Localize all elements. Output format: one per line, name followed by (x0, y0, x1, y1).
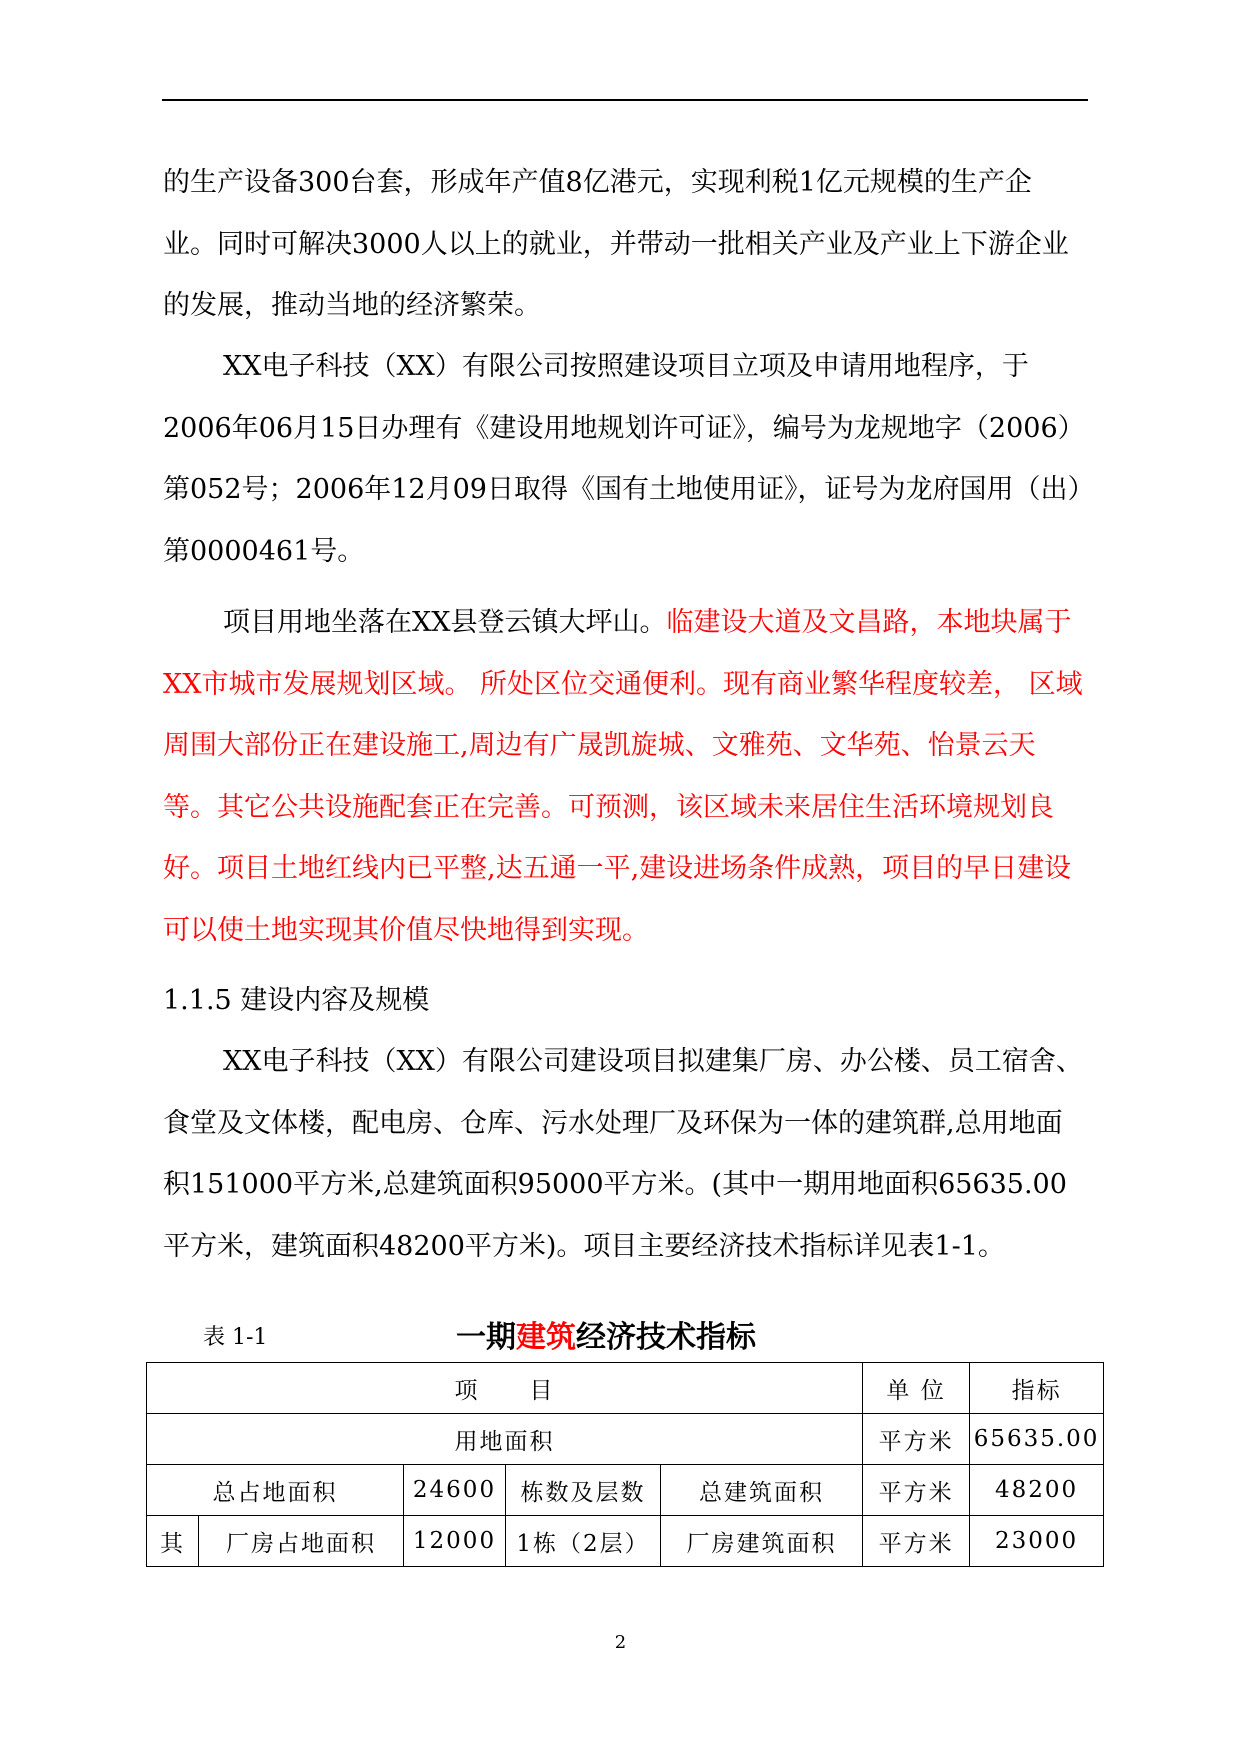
table-label: 表 1-1 (203, 1325, 268, 1350)
paragraph-3-text: 项目用地坐落在XX县登云镇大坪山。 (223, 607, 667, 638)
cell-factory-floor-area: 厂房建筑面积 (661, 1516, 863, 1567)
cell-building-count: 栋数及层数 (506, 1465, 661, 1516)
header-rule (162, 99, 1088, 101)
paragraph-1: 的生产设备300台套，形成年产值8亿港元，实现利税1亿元规模的生产企业。同时可解决3000人以上的就业，并带动一批相关产业及产业上下游企业的发展，推动当地的经济繁荣。 (163, 167, 1069, 321)
cell-unit: 平方米 (863, 1414, 970, 1465)
cell-value: 23000 (970, 1516, 1104, 1567)
table-row (147, 1363, 1104, 1414)
cell-total-floor-area: 总建筑面积 (661, 1465, 863, 1516)
cell-footprint-value: 24600 (404, 1465, 506, 1516)
table-title-post: 经济技术指标 (576, 1320, 756, 1355)
paragraph-2: XX电子科技（XX）有限公司按照建设项目立项及申请用地程序，于2006年06月15日办理有《建设用地规划许可证》，编号为龙规地字（2006）第052号；2006年12月09日取得《国有土地使用证》，证号为龙府国用（出）第0000461号。 (163, 351, 1081, 567)
cell-factory-footprint: 厂房占地面积 (199, 1516, 404, 1567)
table-title (456, 1312, 756, 1356)
paragraph-3 (163, 592, 1083, 961)
header-value: 指标 (970, 1363, 1104, 1414)
header-unit: 单 位 (863, 1363, 970, 1414)
table-row (147, 1465, 1104, 1516)
table-title-pre: 一期 (456, 1320, 516, 1355)
cell-value: 65635.00 (970, 1414, 1104, 1465)
indicator-table (146, 1362, 1104, 1567)
paragraph-4: XX电子科技（XX）有限公司建设项目拟建集厂房、办公楼、员工宿舍、食堂及文体楼，配电房、仓库、污水处理厂及环保为一体的建筑群,总用地面积151000平方米,总建筑面积95000平方米。(其中一期用地面积65635.00平方米，建筑面积48200平方米)。项目主要经济技术指标详见表1-1。 (163, 1046, 1083, 1262)
cell-land-area: 用地面积 (147, 1414, 863, 1465)
cell-value: 48200 (970, 1465, 1104, 1516)
section-heading: 1.1.5 建设内容及规模 (163, 985, 430, 1016)
paragraph-3-highlight: 临建设大道及文昌路，本地块属于XX市城市发展规划区域。 所处区位交通便利。现有商业繁华程度较差， 区域周围大部份正在建设施工,周边有广晟凯旋城、文雅苑、文华苑、怡景云天等。其它公共设施配套正在完善。可预测，该区域未来居住生活环境规划良好。项目土地红线内已平整,达五通一平,建设进场条件成熟，项目的早日建设可以使土地实现其价值尽快地得到实现。 (163, 607, 1083, 946)
cell-total-footprint: 总占地面积 (147, 1465, 404, 1516)
cell-factory-footprint-value: 12000 (404, 1516, 506, 1567)
header-item: 项 目 (147, 1363, 863, 1414)
cell-factory-buildings: 1栋（2层） (506, 1516, 661, 1567)
table-row (147, 1516, 1104, 1567)
cell-unit: 平方米 (863, 1465, 970, 1516)
table-title-highlight: 建筑 (516, 1320, 576, 1355)
table-row (147, 1414, 1104, 1465)
page-number: 2 (614, 1632, 627, 1653)
cell-unit: 平方米 (863, 1516, 970, 1567)
cell-of-which: 其 (147, 1516, 199, 1567)
